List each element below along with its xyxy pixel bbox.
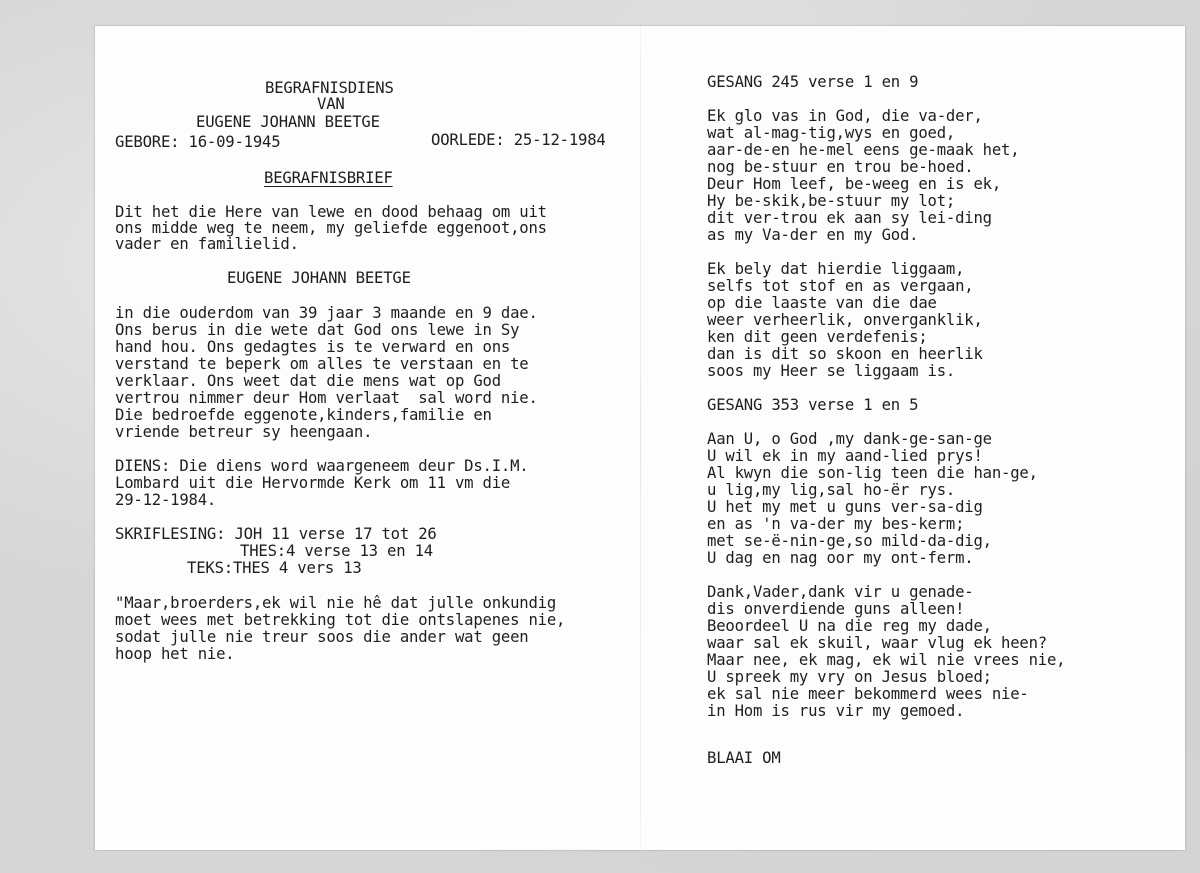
paragraph-line: in die ouderdom van 39 jaar 3 maande en 9 dae. <box>115 304 538 322</box>
hymn-line: weer verheerlik, onverganklik, <box>707 311 983 329</box>
hymn-line: U dag en nag oor my ont-ferm. <box>707 549 974 567</box>
quote-line: "Maar,broerders,ek wil nie hê dat julle onkundig <box>115 594 557 612</box>
turn-over-note: BLAAI OM <box>707 749 781 767</box>
deceased-name: EUGENE JOHANN BEETGE <box>196 113 380 131</box>
paragraph-line: verstand te beperk om alles te verstaan en te <box>115 355 529 373</box>
hymn-line: wat al-mag-tig,wys en goed, <box>707 124 956 142</box>
scripture-reading: SKRIFLESING: JOH 11 verse 17 tot 26 <box>115 525 437 543</box>
sermon-text: TEKS:THES 4 vers 13 <box>187 559 362 577</box>
quote-line: moet wees met betrekking tot die ontslapenes nie, <box>115 611 566 629</box>
paragraph-line: vriende betreur sy heengaan. <box>115 423 373 441</box>
paragraph-line: hand hou. Ons gedagtes is te verward en ons <box>115 338 511 356</box>
hymn-line: u lig,my lig,sal ho-ër rys. <box>707 481 956 499</box>
deceased-name-repeat: EUGENE JOHANN BEETGE <box>227 269 411 287</box>
hymn-title: GESANG 353 verse 1 en 5 <box>707 396 919 414</box>
intro-line: ons midde weg te neem, my geliefde eggenoot,ons <box>115 219 547 237</box>
letter-heading: BEGRAFNISBRIEF <box>264 169 393 187</box>
heading-van: VAN <box>317 95 345 113</box>
hymn-line: nog be-stuur en trou be-hoed. <box>707 158 974 176</box>
service-line: DIENS: Die diens word waargeneem deur Ds.I.M. <box>115 457 529 475</box>
quote-line: hoop het nie. <box>115 645 235 663</box>
paragraph-line: Ons berus in die wete dat God ons lewe in Sy <box>115 321 520 339</box>
fold-line <box>640 26 641 850</box>
hymn-line: op die laaste van die dae <box>707 294 937 312</box>
paragraph-line: vertrou nimmer deur Hom verlaat sal word nie. <box>115 389 538 407</box>
paragraph-line: verklaar. Ons weet dat die mens wat op God <box>115 372 501 390</box>
hymn-line: U wil ek in my aand-lied prys! <box>707 447 983 465</box>
service-line: Lombard uit die Hervormde Kerk om 11 vm die <box>115 474 511 492</box>
leaflet-heading: BEGRAFNISDIENS <box>265 79 394 97</box>
hymn-line: ken dit geen verdefenis; <box>707 328 928 346</box>
hymn-line: Ek glo vas in God, die va-der, <box>707 107 983 125</box>
hymn-line: in Hom is rus vir my gemoed. <box>707 702 965 720</box>
death-date: OORLEDE: 25-12-1984 <box>431 131 606 149</box>
hymn-line: soos my Heer se liggaam is. <box>707 362 956 380</box>
hymn-line: Al kwyn die son-lig teen die han-ge, <box>707 464 1038 482</box>
paragraph-line: Die bedroefde eggenote,kinders,familie en <box>115 406 492 424</box>
intro-line: Dit het die Here van lewe en dood behaag om uit <box>115 203 547 221</box>
hymn-line: as my Va-der en my God. <box>707 226 919 244</box>
hymn-line: U spreek my vry on Jesus bloed; <box>707 668 992 686</box>
hymn-line: aar-de-en he-mel eens ge-maak het, <box>707 141 1020 159</box>
hymn-line: Aan U, o God ,my dank-ge-san-ge <box>707 430 992 448</box>
service-line: 29-12-1984. <box>115 491 217 509</box>
hymn-line: U het my met u guns ver-sa-dig <box>707 498 983 516</box>
hymn-line: waar sal ek skuil, waar vlug ek heen? <box>707 634 1047 652</box>
hymn-line: dit ver-trou ek aan sy lei-ding <box>707 209 992 227</box>
hymn-line: dis onverdiende guns alleen! <box>707 600 965 618</box>
hymn-line: ek sal nie meer bekommerd wees nie- <box>707 685 1029 703</box>
birth-date: GEBORE: 16-09-1945 <box>115 133 281 151</box>
hymn-title: GESANG 245 verse 1 en 9 <box>707 73 919 91</box>
hymn-line: met se-ë-nin-ge,so mild-da-dig, <box>707 532 992 550</box>
scripture-reading: THES:4 verse 13 en 14 <box>240 542 433 560</box>
hymn-line: Dank,Vader,dank vir u genade- <box>707 583 974 601</box>
hymn-line: dan is dit so skoon en heerlik <box>707 345 983 363</box>
funeral-leaflet <box>95 26 1185 850</box>
intro-line: vader en familielid. <box>115 235 299 253</box>
hymn-line: en as 'n va-der my bes-kerm; <box>707 515 965 533</box>
hymn-line: Ek bely dat hierdie liggaam, <box>707 260 965 278</box>
hymn-line: Deur Hom leef, be-weeg en is ek, <box>707 175 1002 193</box>
quote-line: sodat julle nie treur soos die ander wat geen <box>115 628 529 646</box>
hymn-line: Hy be-skik,be-stuur my lot; <box>707 192 956 210</box>
hymn-line: selfs tot stof en as vergaan, <box>707 277 974 295</box>
hymn-line: Maar nee, ek mag, ek wil nie vrees nie, <box>707 651 1066 669</box>
hymn-line: Beoordeel U na die reg my dade, <box>707 617 992 635</box>
